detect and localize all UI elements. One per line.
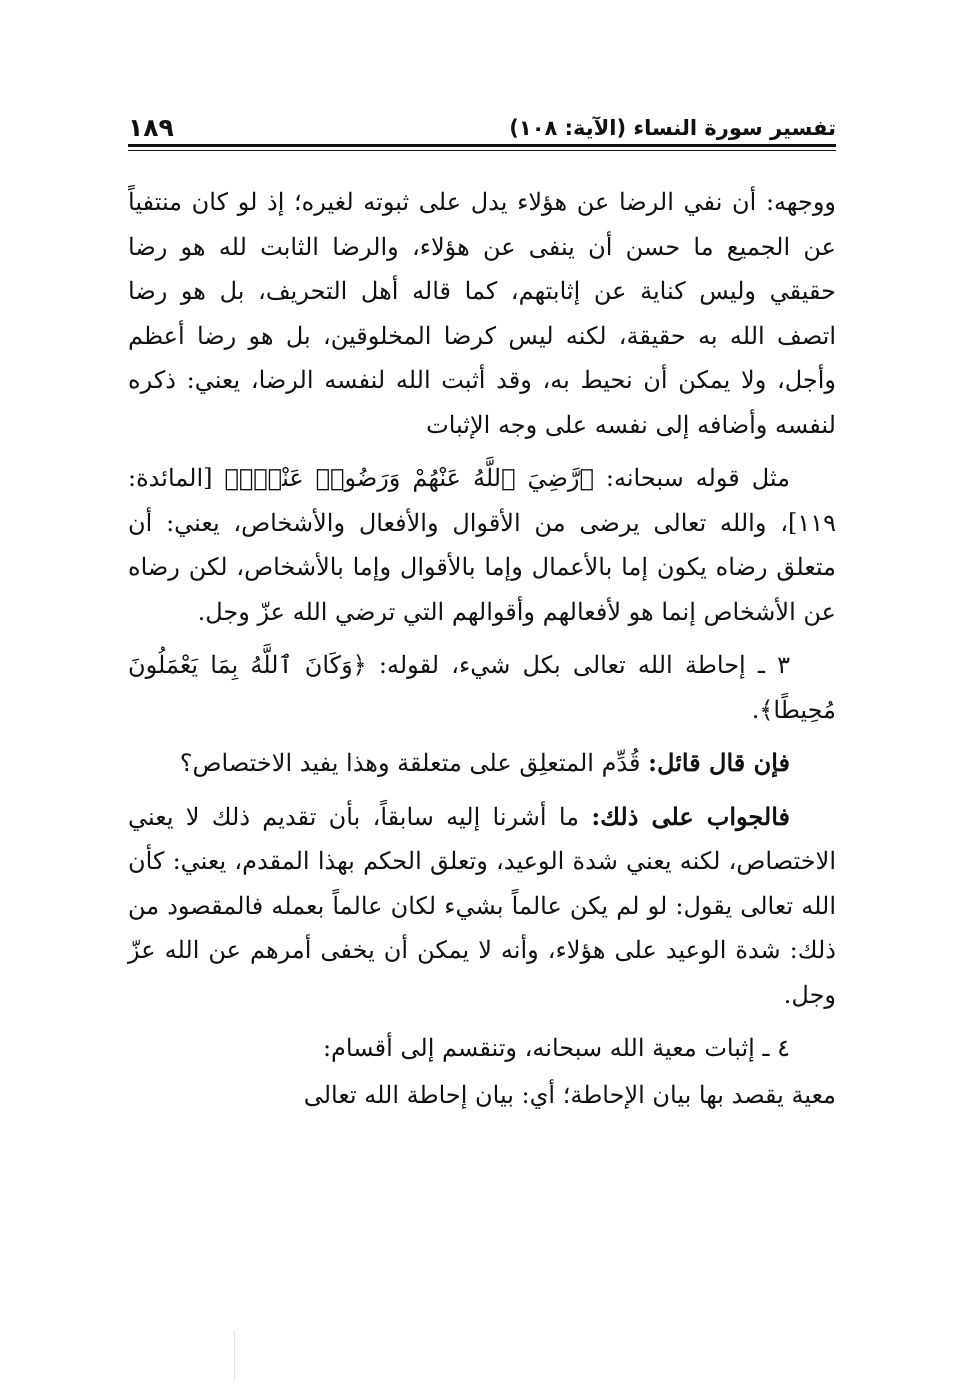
answer-lead: فالجواب على ذلك: (591, 801, 790, 831)
header-rule-thin (128, 150, 836, 151)
question-text: قُدِّم المتعلِق على متعلقة وهذا يفيد الاختصاص؟ (179, 749, 649, 777)
scan-gutter-line (234, 1330, 235, 1381)
paragraph-1: ووجهه: أن نفي الرضا عن هؤلاء يدل على ثبوته لغيره؛ إذ لو كان منتفياً عن الجميع ما حسن أن ينفى عن هؤلاء، والرضا الثابت لله هو رضا حقيقي وليس كناية عن إثابتهم، كما قاله أهل التحريف، بل هو رضا اتصف الله به حقيقة، لكنه ليس كرضا المخلوقين، بل هو رضا أعظم وأجل، ولا يمكن أن نحيط به، وقد أثبت الله لنفسه الرضا، يعني: ذكره لنفسه وأضافه إلى نفسه على وجه الإثبات (128, 188, 836, 439)
running-title: تفسير سورة النساء (الآية: ١٠٨) (509, 116, 836, 140)
point-3 (128, 643, 836, 732)
paragraph-2-intro: مثل قوله سبحانه: (593, 464, 790, 492)
quran-quote-1: ﴿رَّضِيَ ٱللَّهُ عَنْهُمْ وَرَضُوا۟ عَنْهُۚ﴾ (224, 464, 594, 492)
point-3-end: . (751, 695, 760, 724)
quran-quote-2: ﴿وَكَانَ ٱللَّهُ بِمَا يَعْمَلُونَ مُحِيطًا﴾ (128, 651, 836, 724)
body-text (128, 180, 836, 1126)
page-header (128, 98, 836, 144)
paragraph-last: معية يقصد بها بيان الإحاطة؛ أي: بيان إحاطة الله تعالى (303, 1080, 836, 1109)
page-number: ١٨٩ (128, 113, 174, 142)
paragraph-2-rest: [المائدة: ١١٩]، والله تعالى يرضى من الأقوال والأفعال والأشخاص، يعني: أن متعلق رضاه يكون إما بالأعمال وإما بالأقوال وإما بالأشخاص، لكن رضاه عن الأشخاص إنما هو لأفعالهم وأقوالهم التي ترضي الله عزّ وجل. (128, 464, 836, 626)
answer-text: ما أشرنا إليه سابقاً، بأن تقديم ذلك لا يعني الاختصاص، لكنه يعني شدة الوعيد، وتعلق الحكم بهذا المقدم، يعني: كأن الله تعالى يقول: لو لم يكن عالماً بشيء لكان عالماً بعمله فالمقصود من ذلك: شدة الوعيد على هؤلاء، وأنه لا يمكن أن يخفى أمرهم عن الله عزّ وجل. (128, 802, 836, 1009)
question-lead: فإن قال قائل: (648, 748, 790, 777)
point-4: ٤ ـ إثبات معية الله سبحانه، وتنقسم إلى أقسام: (322, 1034, 790, 1062)
question-paragraph (128, 741, 836, 786)
answer-paragraph (128, 795, 836, 1018)
header-rule-thick (128, 144, 836, 147)
point-3-intro: ٣ ـ إحاطة الله تعالى بكل شيء، لقوله: (366, 651, 790, 679)
paragraph-2 (128, 456, 836, 634)
